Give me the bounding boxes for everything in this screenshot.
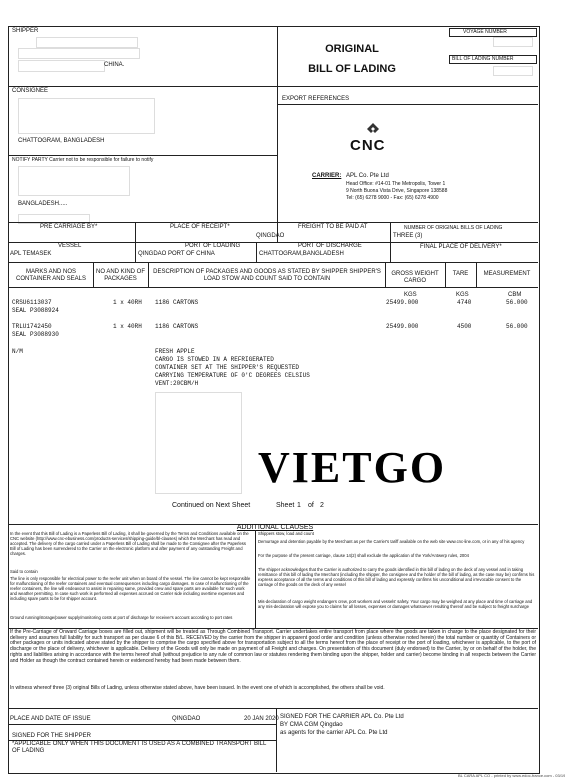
- bol-number-label: BILL OF LADING NUMBER: [449, 55, 537, 64]
- goods-line: VENT:20CBM/H: [155, 380, 199, 387]
- sheet-total: 2: [320, 502, 324, 509]
- carrier-name: APL Co. Pte Ltd: [346, 173, 389, 179]
- gross-header: GROSS WEIGHT CARGO: [391, 271, 439, 284]
- row-line: [8, 262, 538, 263]
- package-qty: 1 x 40RH: [113, 299, 142, 306]
- freight-value: QINGDAO: [256, 233, 285, 239]
- shipper-country: CHINA.: [104, 62, 125, 68]
- row-line: [8, 287, 538, 288]
- sheet-number: 1: [297, 502, 301, 509]
- kind-header: NO AND KIND OF PACKAGES: [95, 269, 145, 282]
- seal-number: SEAL P3088924: [12, 307, 59, 314]
- row-line: [277, 104, 538, 105]
- num-originals-value: THREE (3): [393, 233, 423, 239]
- export-refs-label: EXPORT REFERENCES: [282, 96, 350, 102]
- carrier-logo-text: CNC: [350, 137, 386, 154]
- redacted-bol-number: [493, 66, 533, 76]
- pre-carriage-label: PRE CARRIAGE BY*: [40, 224, 98, 230]
- clause-port-rates: Ground running/storage/power supply/monitoring costs at port of discharge for receiver's account according to port rates: [10, 615, 233, 620]
- redacted-notify: [18, 166, 130, 196]
- redacted-shipper-address: [18, 48, 140, 59]
- terms-witness: In witness whereof three (3) original Bills of Lading, unless otherwise stated above, have been issued. In the event one of which is accomplished, the others shall be void.: [10, 685, 385, 691]
- freight-label: FREIGHT TO BE PAID AT: [298, 224, 368, 230]
- unit-cbm: CBM: [508, 292, 522, 298]
- carrier-phone: Tel: (65) 6278 9000 - Fax: (65) 6278 4900: [346, 195, 439, 201]
- clause-said-to-contain: Said to contain: [10, 569, 38, 574]
- divider: [148, 262, 149, 287]
- gross-weight: 25499.000: [386, 323, 419, 330]
- redacted-shipper-name: [36, 37, 138, 48]
- date-value: 20 JAN 2020: [244, 716, 279, 722]
- pod-label: PORT OF DISCHARGE: [298, 243, 362, 249]
- shipper-label: SHIPPER: [12, 28, 39, 34]
- goods-line: CARRYING TEMPERATURE OF 0'C DEGREES CELSIUS: [155, 372, 310, 379]
- sheet-label: Sheet: [276, 502, 295, 509]
- row-line: [8, 222, 538, 223]
- divider-center: [277, 26, 278, 243]
- unit-kgs-tare: KGS: [456, 292, 469, 298]
- marks-nm: N/M: [12, 348, 23, 355]
- num-originals-label: NUMBER OF ORIGINAL BILLS OF LADING: [404, 225, 503, 231]
- final-place-label: FINAL PLACE OF DELIVERY*: [420, 244, 502, 250]
- row-line: [8, 708, 538, 709]
- carrier-office: Head Office: #14-01 The Metropolis, Tower 1: [346, 181, 446, 187]
- container-number: TRLU1742450: [12, 323, 52, 330]
- clause-york-antwerp: For the purpose of the present carriage, clause 14(2) shall exclude the application of the York/Antwerp rules, 2004: [258, 553, 469, 558]
- signed-shipper: SIGNED FOR THE SHIPPER: [12, 733, 91, 739]
- measurement: 56.000: [506, 323, 528, 330]
- redacted-goods-detail: [155, 392, 242, 494]
- divider: [255, 530, 256, 628]
- clause-paperless: In the event that this Bill of Lading is a Paperless Bill of Lading, it shall be governed by the Terms and Conditions available on the CNC website (http://www.cnc-ebusiness.com/products-services/shipping-guide/bl-clauses) which the Merchant has read and accepted. The delivery of the cargo carried under a Paperless Bill of Lading shall be made to the Consignee after the Paperless Bill of Lading has been surrendered to the Carrier on the electronic platform and after payment of any outstanding Freight and charges.: [10, 531, 249, 556]
- gross-weight: 25499.000: [386, 299, 419, 306]
- row-line: [8, 724, 276, 725]
- goods-line: CARGO IS STOWED IN A REFRIGERATED: [155, 356, 274, 363]
- tare-header: TARE: [452, 271, 469, 277]
- place-date-label: PLACE AND DATE OF ISSUE: [10, 716, 91, 722]
- vessel-label: VESSEL: [58, 243, 82, 249]
- row-line: [8, 242, 538, 243]
- consignee-city: CHATTOGRAM, BANGLADESH: [18, 138, 105, 144]
- tare-weight: 4500: [457, 323, 472, 330]
- vietgo-watermark: VIETGO: [258, 443, 447, 492]
- divider: [276, 708, 277, 772]
- redacted-shipper-address2: [18, 60, 105, 72]
- clause-shippers-stow: Shippers stow, load and count: [258, 531, 314, 536]
- carrier-address: 9 North Buona Vista Drive, Singapore 138588: [346, 188, 448, 194]
- redacted-voyage: [493, 37, 533, 47]
- redacted-consignee: [18, 98, 155, 134]
- row-line: [8, 86, 538, 87]
- applicable-note: *APPLICABLE ONLY WHEN THIS DOCUMENT IS USED AS A COMBINED TRANSPORT BILL OF LADING: [12, 741, 267, 754]
- notify-label: NOTIFY PARTY Carrier not to be responsible for failure to notify: [12, 157, 154, 163]
- continued-text: Continued on Next Sheet: [172, 502, 251, 509]
- meas-header: MEASUREMENT: [483, 271, 531, 277]
- pod-value: CHATTOGRAM,BANGLADESH: [259, 251, 344, 257]
- cartons: 1186 CARTONS: [155, 299, 199, 306]
- original-label: ORIGINAL: [325, 43, 379, 55]
- cartons: 1186 CARTONS: [155, 323, 199, 330]
- tare-weight: 4740: [457, 299, 472, 306]
- cnc-logo-icon: [366, 122, 380, 136]
- goods-line: CONTAINER SET AT THE SHIPPER'S REQUESTED: [155, 364, 300, 371]
- package-qty: 1 x 40RH: [113, 323, 142, 330]
- unit-kgs: KGS: [404, 292, 417, 298]
- marks-header: MARKS AND NOS CONTAINER AND SEALS: [16, 269, 86, 282]
- seal-number: SEAL P3088930: [12, 331, 59, 338]
- sheet-of: of: [308, 502, 314, 509]
- clauses-title: ADDITIONAL CLAUSES: [236, 524, 314, 531]
- terms-text: If the Pre-Carriage of Onward Carriage boxes are filled out, shipment will be treated as Through Combined Transport. Carrier undertakes entire transport from place where the goods are taken in charge to the place designated for their delivery and assumes full liability for such transport as per clause 6 of this B/L. RECEIVED by the carrier from the shipper in apparent good order and condition (unless otherwise noted herein) the total number or quantity of Containers or other packages or units indicated above stated by the shipper to comprise the cargo specified above for transportation subject to all the terms hereof from the place of receipt or the port of loading, whichever is applicable, to the port of discharge or the place of delivery, whichever is applicable. Delivery of the Goods will only be made on payment of all Freight and charges. On presentation of this document (duly endorsed) to the Carrier, by or on behalf of the holder, the rights and liabilities arising in accordance with the terms hereof shall (without prejudice to any rule of common law or statutes rendering them binding upon the shipper, holder and carrier) become binding in all respects between the Carrier and Holder as though the contract contained herein or evidenced hereby had been made between them.: [10, 629, 536, 664]
- carrier-label: CARRIER:: [312, 173, 342, 179]
- clause-reefer: The line is only responsible for electrical power to the reefer unit when on board of the vessel. The line cannot be kept responsible for malfunctioning of the reefer containers and eventual consequences including cargo damages. In case of malfunctioning of the reefer containers, the line will endeavour to assist in repairing same, provided crew and spare parts are available for such work and weather permitting. In case such work is performed all expenses accrued on Carrier side including overtime expenses and including spare parts to be for shipper account.: [10, 576, 251, 601]
- row-line: [8, 155, 277, 156]
- agent-line: as agents for the carrier APL Co. Pte Ltd: [280, 730, 388, 736]
- pol-value: QINGDAO PORT OF CHINA: [138, 251, 215, 257]
- vessel-value: APL TEMASEK: [10, 251, 52, 257]
- clause-deck-carriage: The shipper acknowledges that the Carrier is authorized to carry the goods identified in this bill of lading on the deck of any vessel and in taking remittance of this bill of lading the Merchant (including the shipper, the consignee and the holder of the bill of lading, as the case may be) confirms his express acceptance of all the terms and conditions of this bill of lading and expressly confirms his unconditional and irrevocable consent to the carriage of the goods on the deck of any vessel: [258, 567, 535, 587]
- divider: [256, 242, 257, 262]
- form-reference: BL CARA APL CO - printed by www.edoc-france.com - 03/19: [458, 773, 565, 778]
- clause-misdeclaration: Mis-declaration of cargo weight endangers crew, port workers and vessels' safety. Your cargo may be weighed at any place and time of carriage and any mis-declaration will expose you to claims for all losses, expenses or damages whatsoever resulting thereof and be subject to freight surcharge: [258, 599, 533, 609]
- clause-demurrage: Demurrage and detention payable by the Merchant as per the Carrier's tariff available on the web site www.cnc-line.com, or in any of his agency: [258, 539, 525, 544]
- voyage-label: VOYAGE NUMBER: [449, 28, 537, 37]
- signed-carrier: SIGNED FOR THE CARRIER APL Co. Pte Ltd: [280, 714, 404, 720]
- consignee-label: CONSIGNEE: [12, 88, 49, 94]
- container-number: CRSU6113037: [12, 299, 52, 306]
- place-receipt-label: PLACE OF RECEIPT*: [170, 224, 230, 230]
- measurement: 56.000: [506, 299, 528, 306]
- desc-header: DESCRIPTION OF PACKAGES AND GOODS AS STATED BY SHIPPER SHIPPER'S LOAD STOW AND COUNT SAID TO CONTAIN: [153, 269, 381, 282]
- signed-by: BY CMA CGM Qingdao: [280, 722, 343, 728]
- goods-line: FRESH APPLE: [155, 348, 195, 355]
- place-value: QINGDAO: [172, 716, 201, 722]
- pol-label: PORT OF LOADING: [185, 243, 241, 249]
- notify-country: BANGLADESH.....: [18, 201, 68, 207]
- bol-title: BILL OF LADING: [308, 63, 396, 75]
